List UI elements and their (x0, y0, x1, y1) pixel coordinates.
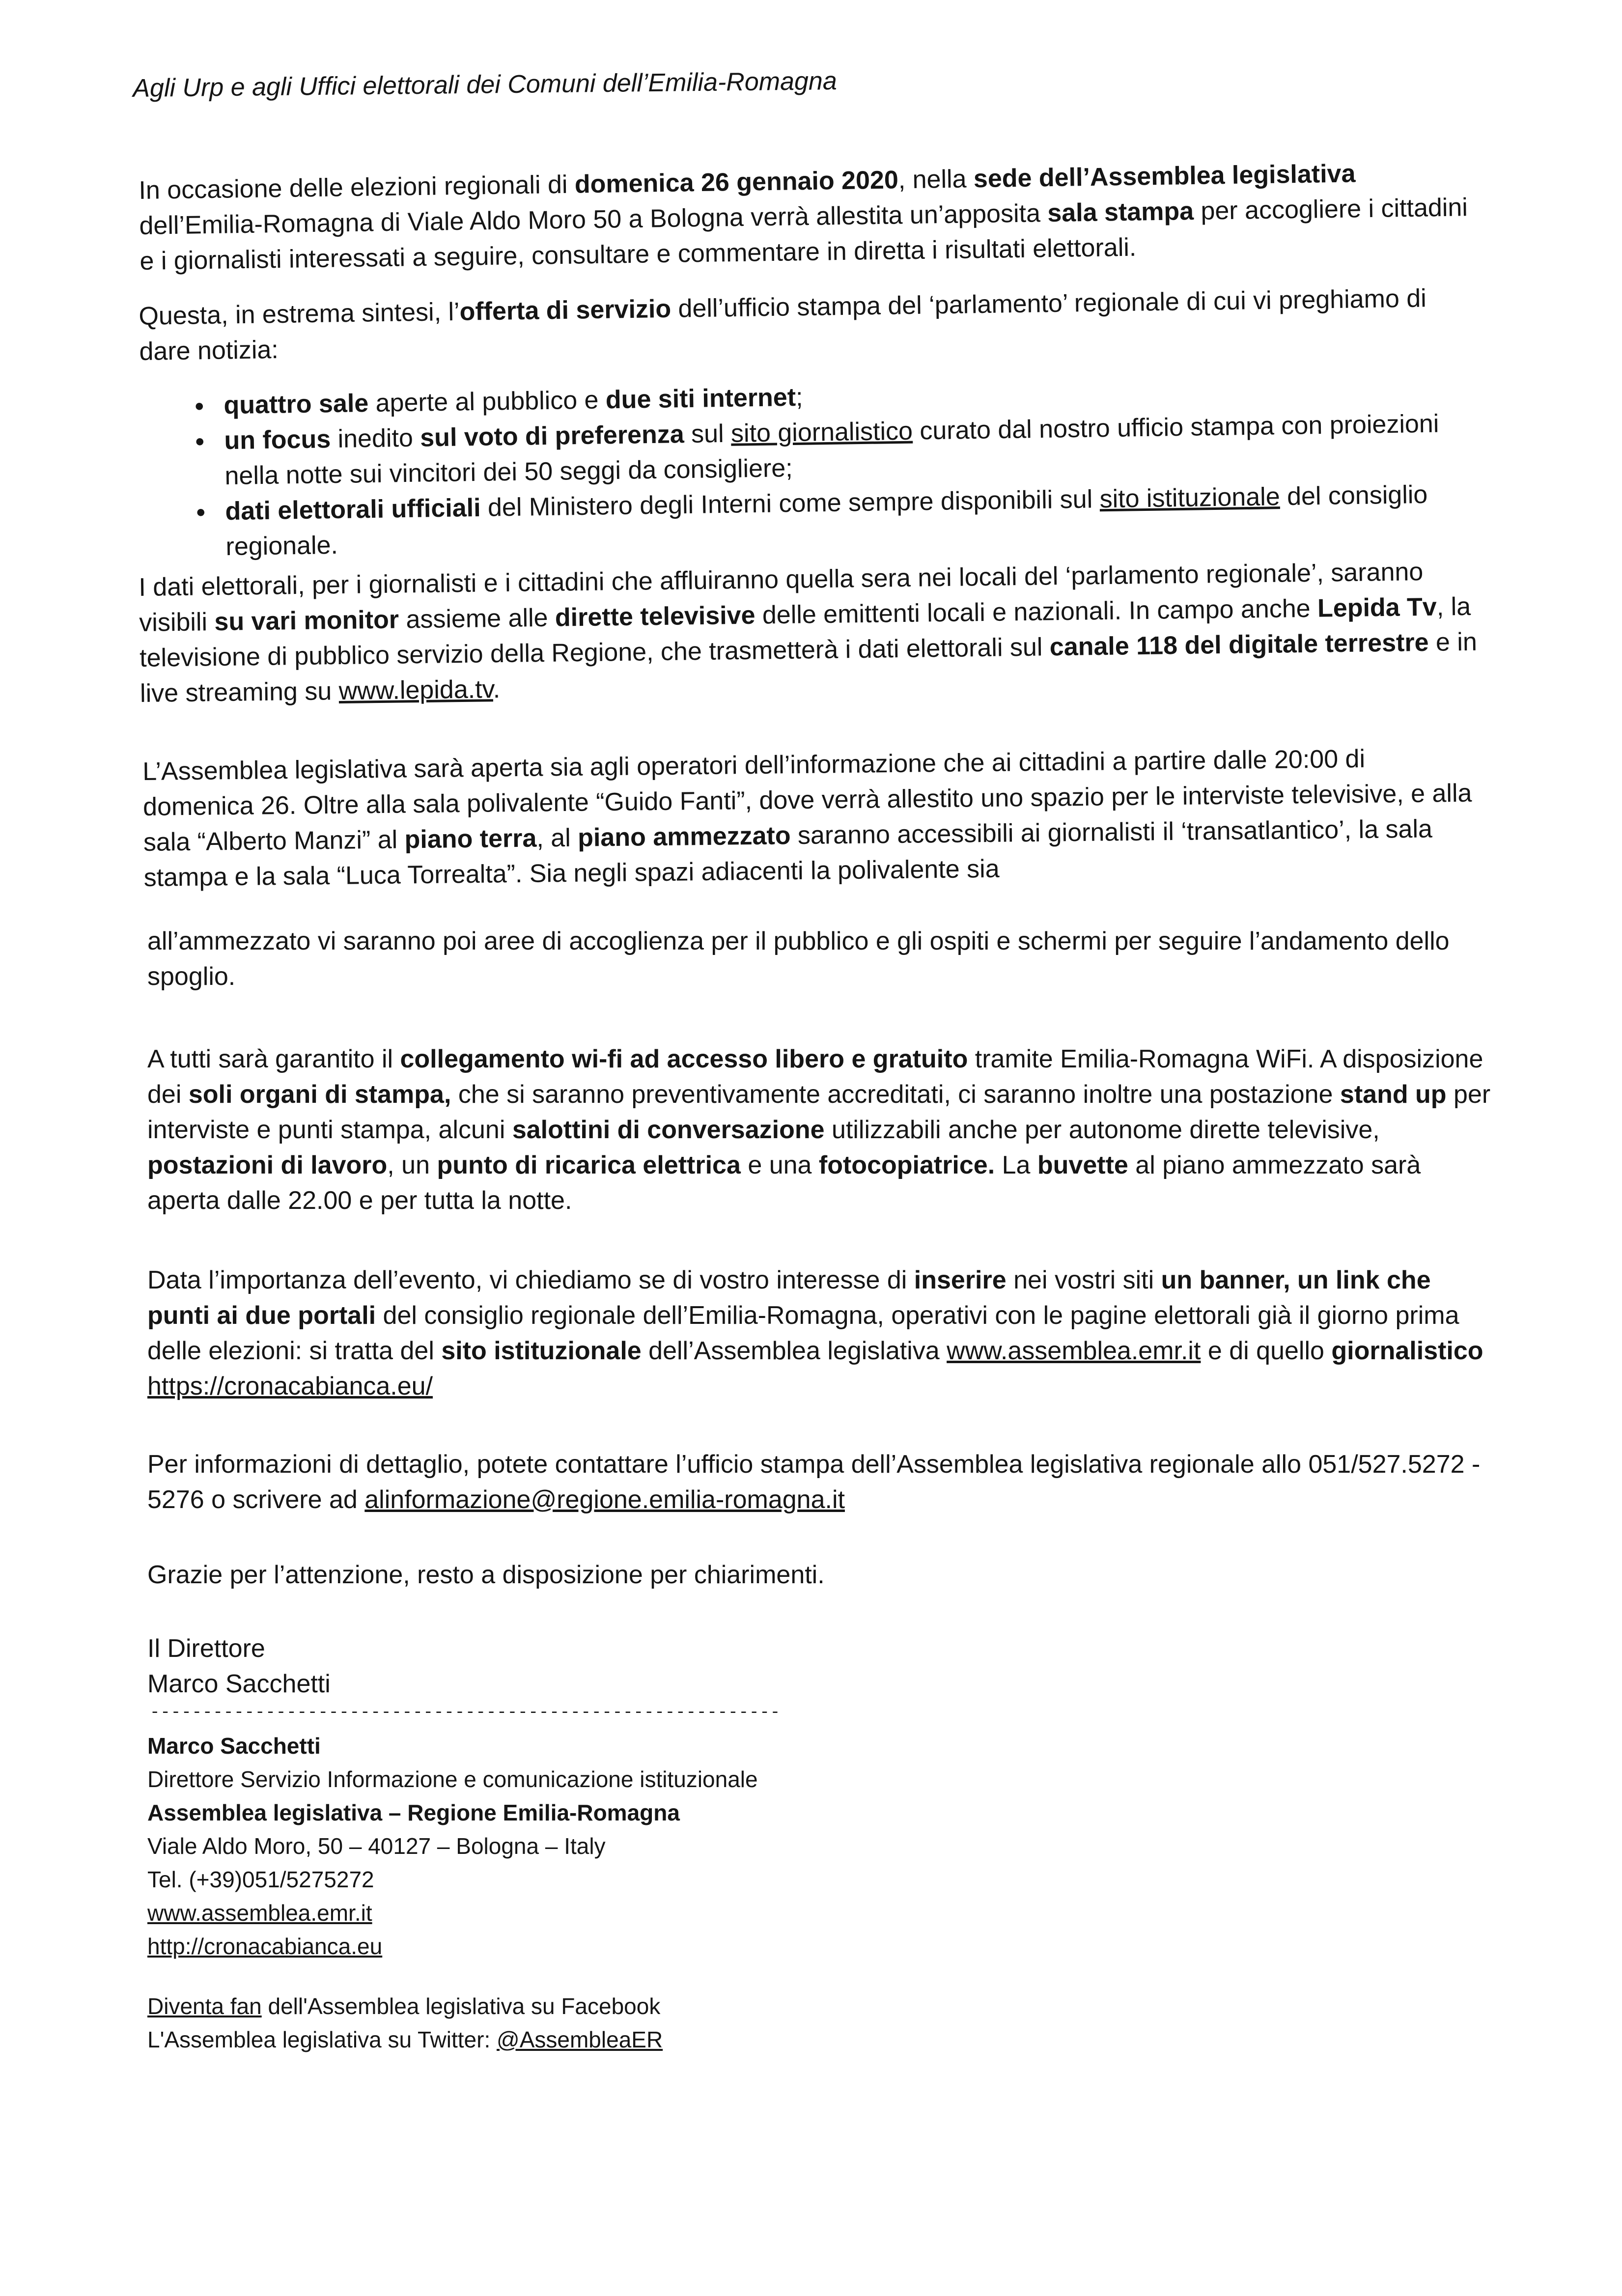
paragraph-banner: Data l’importanza dell’evento, vi chiediamo se di vostro interesse di inserire nei vostri siti un banner, un link che punti ai due portali del consiglio regionale dell’Emilia-Romagna, operativi con le pagine elettorali già il giorno prima delle elezioni: si tratta del sito istituzionale dell’Assemblea legislativa www.assemblea.emr.it e di quello giornalistico https://cronacabianca.eu/ (147, 1266, 1483, 1400)
paragraph-wifi: A tutti sarà garantito il collegamento wi-fi ad accesso libero e gratuito tramite Emilia-Romagna WiFi. A disposizione dei soli organi di stampa, che si saranno preventivamente accreditati, ci saranno inoltre una postazione stand up per interviste e punti stampa, alcuni salottini di conversazione utilizzabili anche per autonome dirette televisive, postazioni di lavoro, un punto di ricarica elettrica e una fotocopiatrice. La buvette al piano ammezzato sarà aperta dalle 22.00 e per tutta la notte. (147, 1045, 1491, 1215)
cronacabianca-link[interactable]: https://cronacabianca.eu/ (147, 1372, 433, 1400)
signature-web-cronaca (147, 1930, 758, 1963)
paragraph-offer: Questa, in estrema sintesi, l’offerta di servizio dell’ufficio stampa del ‘parlamento’ regionale di cui vi preghiamo di dare notizia: (139, 284, 1427, 366)
signature-web-assemblea (147, 1896, 758, 1930)
bullet-item-data: ● dati elettorali ufficiali del Ministero degli Interni come sempre disponibili sul sito istituzionale del consiglio regionale. (196, 476, 1474, 565)
email-signature (147, 1729, 758, 1963)
email-link[interactable]: alinformazione@regione.emilia-romagna.it (364, 1485, 845, 1514)
paragraph-opening: L’Assemblea legislativa sarà aperta sia agli operatori dell’informazione che ai cittadini a partire dalle 20:00 di domenica 26. Oltre alla sala polivalente “Guido Fanti”, dove verrà allestito uno spazio per le interviste televisive, e alla sala “Alberto Manzi” al piano terra, al piano ammezzato saranno accessibili ai giornalisti il ‘transatlantico’, la sala stampa e la sala “Luca Torrealta”. Sia negli spazi adiacenti la polivalente sia (142, 744, 1472, 892)
signature-address: Viale Aldo Moro, 50 – 40127 – Bologna – Italy (147, 1833, 606, 1859)
facebook-fan-link[interactable]: Diventa fan (147, 1993, 262, 2019)
recipient-header: Agli Urp e agli Uffici elettorali dei Comuni dell’Emilia-Romagna (133, 66, 838, 103)
twitter-line: L'Assemblea legislativa su Twitter: @AssembleaER (147, 2027, 663, 2052)
twitter-handle-link[interactable]: @AssembleaER (497, 2027, 663, 2052)
sito-giornalistico-link[interactable]: sito giornalistico (730, 417, 913, 448)
paragraph-reception: all’ammezzato vi saranno poi aree di accoglienza per il pubblico e gli ospiti e schermi per seguire l’andamento dello spoglio. (147, 927, 1450, 991)
paragraph-intro: In occasione delle elezioni regionali di domenica 26 gennaio 2020, nella sede dell’Assemblea legislativa dell’Emilia-Romagna di Viale Aldo Moro 50 a Bologna verrà allestita un’apposita sala stampa per accogliere i cittadini e i giornalisti interessati a seguire, consultare e commentare in diretta i risultati elettorali. (139, 159, 1468, 276)
signature-tel: Tel. (+39)051/5275272 (147, 1867, 374, 1892)
paragraph-monitors: I dati elettorali, per i giornalisti e i cittadini che affluiranno quella sera nei locali del ‘parlamento regionale’, saranno visibili su vari monitor assieme alle dirette televisive delle emittenti locali e nazionali. In campo anche Lepida Tv, la televisione di pubblico servizio della Regione, che trasmetterà i dati elettorali sul canale 118 del digitale terrestre e in live streaming su www.lepida.tv. (139, 558, 1478, 708)
bullet-item-rooms: ● quattro sale aperte al pubblico e due siti internet; (194, 370, 1472, 423)
signature-assemblea-link[interactable]: www.assemblea.emr.it (147, 1900, 372, 1926)
sito-istituzionale-link[interactable]: sito istituzionale (1099, 482, 1281, 514)
bullet-item-focus: ● un focus inedito sul voto di preferenza sul sito giornalistico curato dal nostro ufficio stampa con proiezioni nella notte sui vincitori dei 50 seggi da consigliere; (195, 406, 1473, 494)
signature-divider: ------------------------------------------------------------ (150, 1704, 781, 1722)
signer-name: Marco Sacchetti (147, 1670, 331, 1698)
facebook-line: Diventa fan dell'Assemblea legislativa su Facebook (147, 1993, 661, 2019)
signature-cronaca-link[interactable]: http://cronacabianca.eu (147, 1933, 383, 1959)
signature-org: Assemblea legislativa – Regione Emilia-Romagna (147, 1800, 680, 1825)
signature-name: Marco Sacchetti (147, 1733, 321, 1759)
paragraph-thanks: Grazie per l’attenzione, resto a disposizione per chiarimenti. (147, 1561, 825, 1589)
social-links (147, 1989, 663, 2056)
signer-role: Il Direttore (147, 1634, 265, 1663)
lepida-link[interactable]: www.lepida.tv (338, 675, 494, 706)
signature-title: Direttore Servizio Informazione e comunicazione istituzionale (147, 1766, 758, 1792)
signature-closing (147, 1631, 331, 1702)
paragraph-contacts: Per informazioni di dettaglio, potete contattare l’ufficio stampa dell’Assemblea legislativa regionale allo 051/527.5272 - 5276 o scrivere ad alinformazione@regione.emilia-romagna.it (147, 1450, 1481, 1514)
offer-bullet-list (194, 370, 1474, 565)
assemblea-link[interactable]: www.assemblea.emr.it (947, 1337, 1201, 1365)
